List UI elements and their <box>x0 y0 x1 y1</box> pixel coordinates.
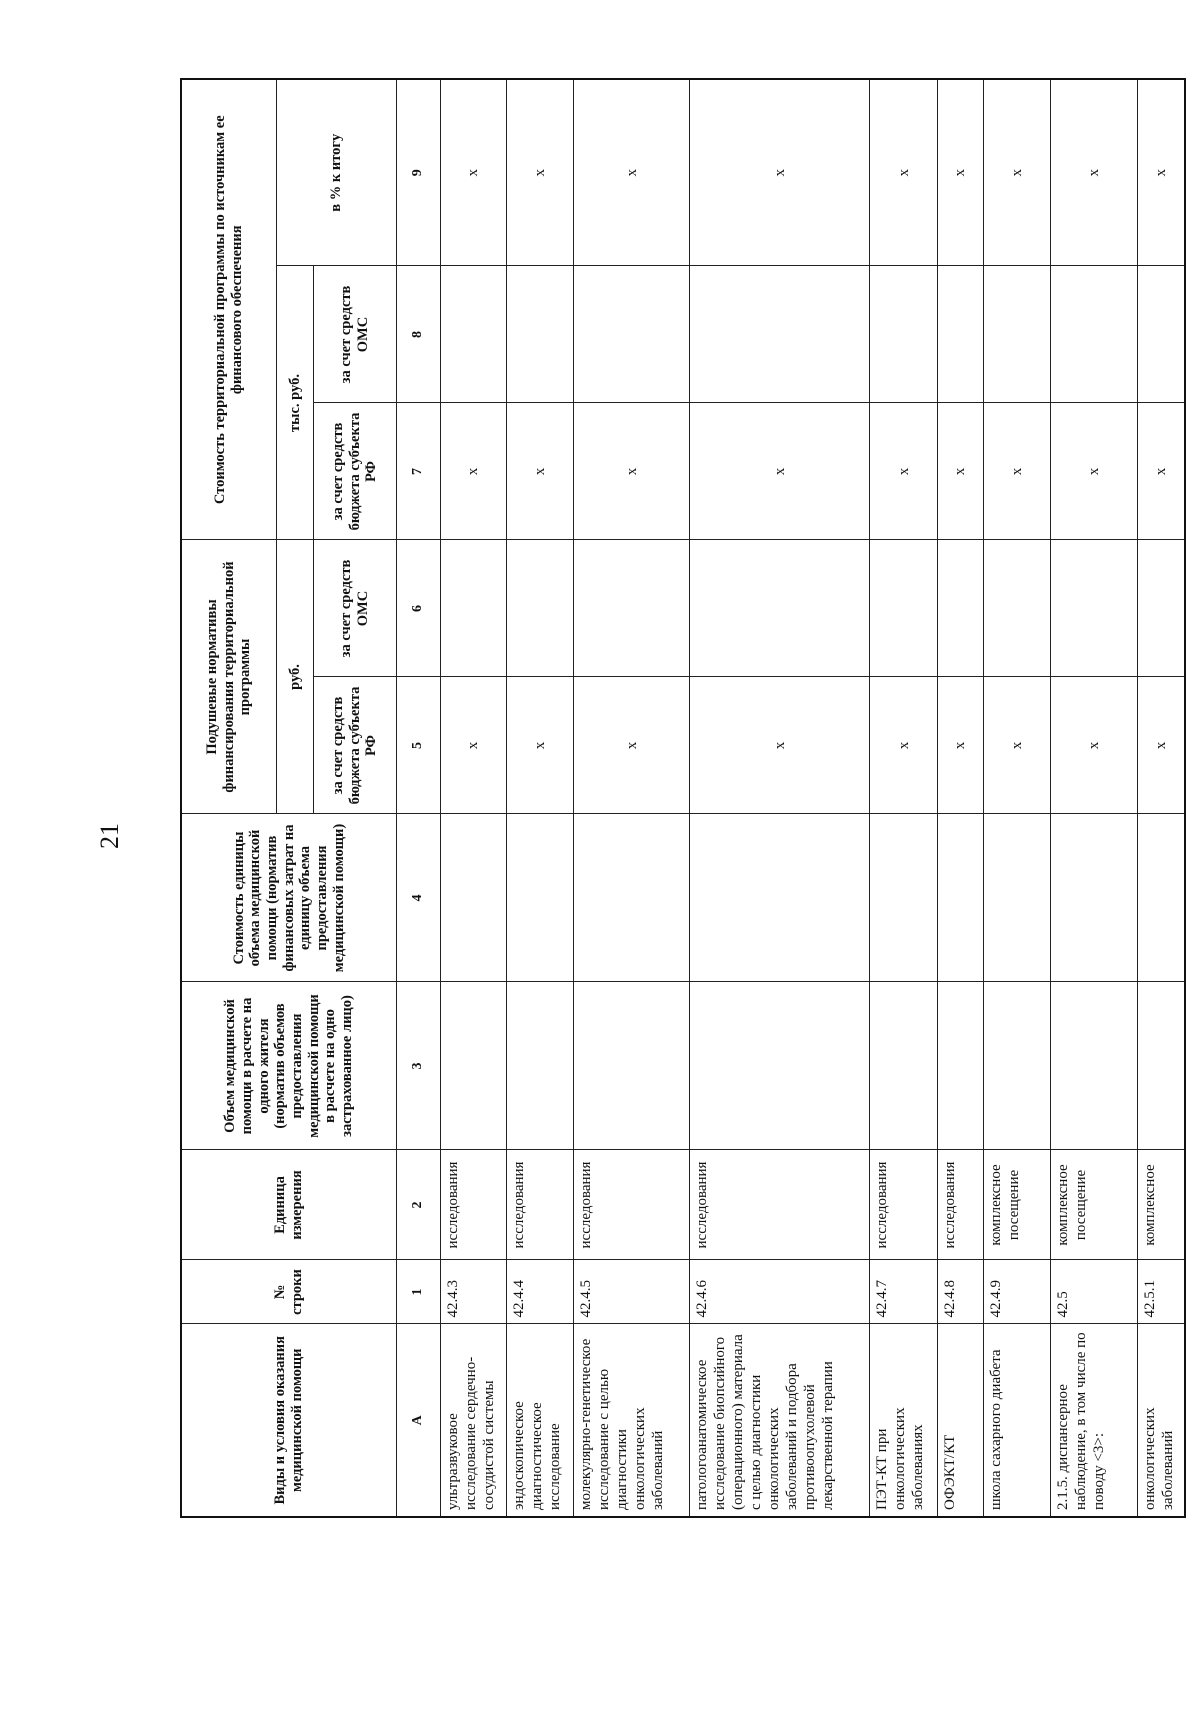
cell-unit-cost <box>689 814 870 982</box>
cell-row-no: 42.4.9 <box>983 1260 1050 1324</box>
cell-kind: молекулярно-генетическое исследование с целью диагностики онкологических заболеваний <box>574 1324 689 1517</box>
cell-kind: ПЭТ-КТ при онкологических заболеваниях <box>870 1324 937 1517</box>
cell-volume <box>1138 982 1185 1150</box>
cell-unit: исследования <box>689 1150 870 1260</box>
cell-unit: комплексное посещение <box>1051 1150 1138 1260</box>
header-cost-group: Стоимость территориальной программы по источникам ее финансового обеспечения <box>181 79 277 540</box>
table-row <box>574 79 689 1517</box>
cell-volume <box>440 982 506 1150</box>
header-row-no: № строки <box>181 1260 396 1324</box>
cell-cost-budget: x <box>870 403 937 540</box>
cell-row-no: 42.4.7 <box>870 1260 937 1324</box>
cell-percent: x <box>870 79 937 266</box>
table-row <box>689 79 870 1517</box>
cell-per-capita-budget: x <box>937 677 983 814</box>
cell-kind: ультразвуковое исследование сердечно-сосудистой системы <box>440 1324 506 1517</box>
cell-unit: исследования <box>937 1150 983 1260</box>
cell-per-capita-oms <box>937 540 983 677</box>
cell-percent: x <box>440 79 506 266</box>
cell-unit-cost <box>983 814 1050 982</box>
cell-per-capita-budget: x <box>1051 677 1138 814</box>
rotated-table-wrapper <box>180 80 1186 1518</box>
col-index: 7 <box>396 403 440 540</box>
table-row <box>937 79 983 1517</box>
cell-per-capita-oms <box>1051 540 1138 677</box>
cell-per-capita-budget: x <box>574 677 689 814</box>
col-index: 2 <box>396 1150 440 1260</box>
header-volume: Объем медицинской помощи в расчете на одного жителя (норматив объемов предоставления медицинской помощи в расчете на одно застрахованное лицо) <box>181 982 396 1150</box>
cell-row-no: 42.4.3 <box>440 1260 506 1324</box>
cell-per-capita-oms <box>983 540 1050 677</box>
cell-row-no: 42.5.1 <box>1138 1260 1185 1324</box>
col-index: 6 <box>396 540 440 677</box>
cell-cost-oms <box>937 266 983 403</box>
cell-cost-oms <box>689 266 870 403</box>
cell-per-capita-oms <box>574 540 689 677</box>
cell-unit-cost <box>937 814 983 982</box>
table-row <box>440 79 506 1517</box>
col-index: 8 <box>396 266 440 403</box>
cell-percent: x <box>983 79 1050 266</box>
cell-cost-oms <box>983 266 1050 403</box>
cell-row-no: 42.4.5 <box>574 1260 689 1324</box>
cell-unit-cost <box>1138 814 1185 982</box>
header-per-capita-budget: за счет средств бюджета субъекта РФ <box>314 677 397 814</box>
cell-cost-oms <box>574 266 689 403</box>
cell-percent: x <box>574 79 689 266</box>
cell-percent: x <box>1051 79 1138 266</box>
cell-percent: x <box>689 79 870 266</box>
cell-volume <box>937 982 983 1150</box>
cell-unit-cost <box>506 814 573 982</box>
cell-per-capita-oms <box>440 540 506 677</box>
cell-per-capita-oms <box>506 540 573 677</box>
header-per-capita-unit: руб. <box>277 540 314 814</box>
cell-cost-oms <box>1138 266 1185 403</box>
cell-per-capita-budget: x <box>870 677 937 814</box>
header-kind: Виды и условия оказания медицинской помощи <box>181 1324 396 1517</box>
cell-kind: ОФЭКТ/КТ <box>937 1324 983 1517</box>
col-index: 5 <box>396 677 440 814</box>
cell-volume <box>689 982 870 1150</box>
cell-cost-budget: x <box>1138 403 1185 540</box>
cell-per-capita-budget: x <box>983 677 1050 814</box>
cell-cost-budget: x <box>937 403 983 540</box>
header-cost-oms: за счет средств ОМС <box>314 266 397 403</box>
col-index: 4 <box>396 814 440 982</box>
cell-per-capita-oms <box>870 540 937 677</box>
cell-per-capita-oms <box>689 540 870 677</box>
table-row <box>983 79 1050 1517</box>
cell-cost-oms <box>506 266 573 403</box>
header-unit-cost: Стоимость единицы объема медицинской помощи (норматив финансовых затрат на единицу объема предоставления медицинской помощи) <box>181 814 396 982</box>
cell-cost-oms <box>1051 266 1138 403</box>
cell-cost-budget: x <box>1051 403 1138 540</box>
financing-table <box>180 78 1186 1518</box>
table-row <box>1051 79 1138 1517</box>
cell-volume <box>506 982 573 1150</box>
cell-per-capita-budget: x <box>440 677 506 814</box>
col-index: А <box>396 1324 440 1517</box>
cell-per-capita-oms <box>1138 540 1185 677</box>
page-number: 21 <box>95 823 124 849</box>
table-row <box>1138 79 1185 1517</box>
header-cost-unit: тыс. руб. <box>277 266 314 540</box>
cell-cost-budget: x <box>506 403 573 540</box>
cell-unit-cost <box>870 814 937 982</box>
cell-unit: исследования <box>440 1150 506 1260</box>
header-cost-budget: за счет средств бюджета субъекта РФ <box>314 403 397 540</box>
cell-per-capita-budget: x <box>506 677 573 814</box>
cell-per-capita-budget: x <box>1138 677 1185 814</box>
cell-unit-cost <box>1051 814 1138 982</box>
cell-unit: исследования <box>574 1150 689 1260</box>
cell-unit-cost <box>574 814 689 982</box>
cell-unit-cost <box>440 814 506 982</box>
cell-volume <box>1051 982 1138 1150</box>
table-row <box>506 79 573 1517</box>
cell-unit: комплексное <box>1138 1150 1185 1260</box>
cell-kind: школа сахарного диабета <box>983 1324 1050 1517</box>
cell-cost-budget: x <box>574 403 689 540</box>
cell-row-no: 42.4.4 <box>506 1260 573 1324</box>
cell-cost-budget: x <box>983 403 1050 540</box>
column-index-row <box>396 79 440 1517</box>
header-per-capita-oms: за счет средств ОМС <box>314 540 397 677</box>
cell-per-capita-budget: x <box>689 677 870 814</box>
cell-cost-oms <box>870 266 937 403</box>
header-per-capita-group: Подушевые нормативы финансирования территориальной программы <box>181 540 277 814</box>
col-index: 3 <box>396 982 440 1150</box>
cell-row-no: 42.4.6 <box>689 1260 870 1324</box>
cell-volume <box>870 982 937 1150</box>
cell-kind: 2.1.5. диспансерное наблюдение, в том числе по поводу <3>: <box>1051 1324 1138 1517</box>
cell-unit: комплексное посещение <box>983 1150 1050 1260</box>
cell-kind: онкологических заболеваний <box>1138 1324 1185 1517</box>
col-index: 1 <box>396 1260 440 1324</box>
header-percent: в % к итогу <box>277 79 397 266</box>
cell-cost-budget: x <box>689 403 870 540</box>
cell-kind: эндоскопическое диагностическое исследование <box>506 1324 573 1517</box>
cell-unit: исследования <box>506 1150 573 1260</box>
cell-volume <box>983 982 1050 1150</box>
cell-cost-budget: x <box>440 403 506 540</box>
cell-cost-oms <box>440 266 506 403</box>
cell-unit: исследования <box>870 1150 937 1260</box>
cell-percent: x <box>1138 79 1185 266</box>
cell-row-no: 42.4.8 <box>937 1260 983 1324</box>
cell-percent: x <box>506 79 573 266</box>
cell-volume <box>574 982 689 1150</box>
cell-row-no: 42.5 <box>1051 1260 1138 1324</box>
table-row <box>870 79 937 1517</box>
cell-percent: x <box>937 79 983 266</box>
cell-kind: патологоанатомическое исследование биопсийного (операционного) материала с целью диагностики онкологических заболеваний и подбора противоопухолевой лекарственной терапии <box>689 1324 870 1517</box>
col-index: 9 <box>396 79 440 266</box>
header-unit: Единица измерения <box>181 1150 396 1260</box>
